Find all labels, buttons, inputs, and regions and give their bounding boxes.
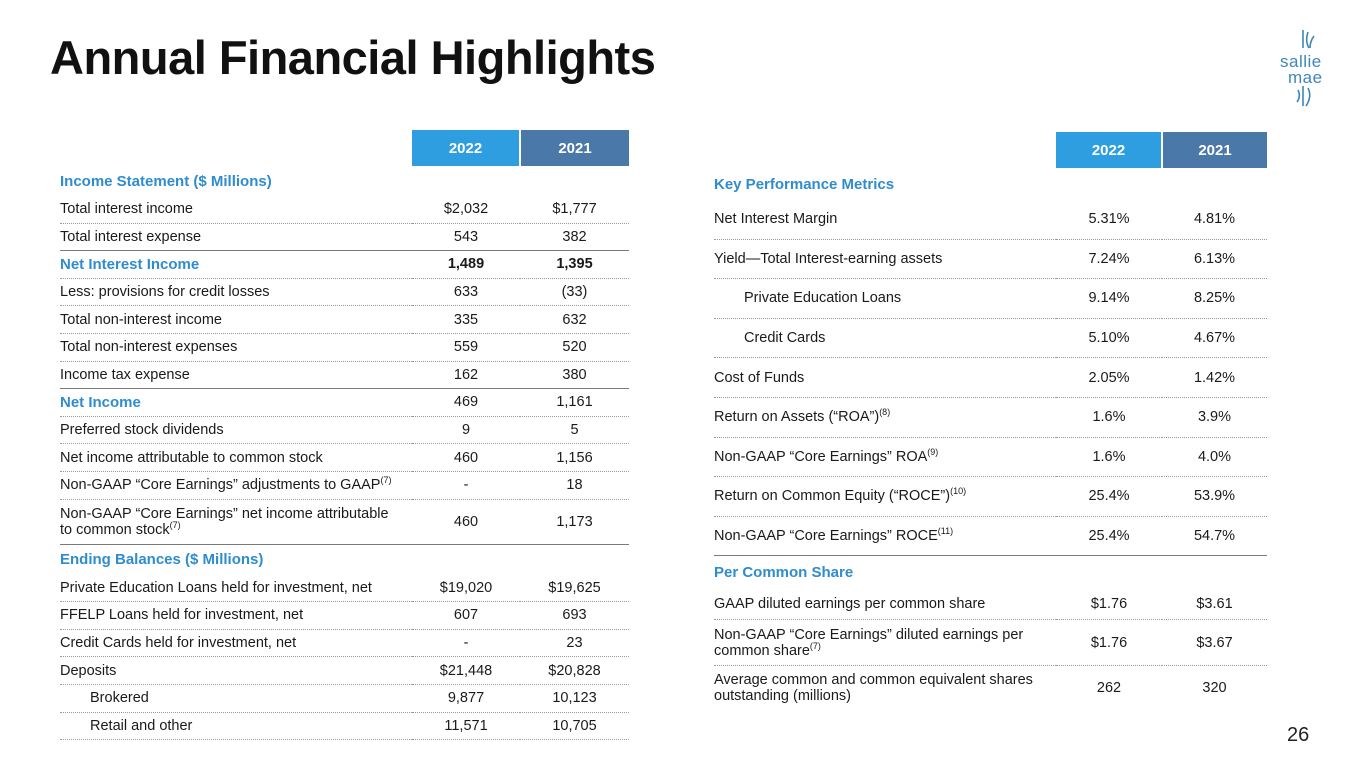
table-row xyxy=(60,278,629,306)
page-title: Annual Financial Highlights xyxy=(50,31,656,84)
value-2022: 1.6% xyxy=(1056,397,1162,437)
row-label: Total interest income xyxy=(60,196,412,223)
value-2022: 1.6% xyxy=(1056,437,1162,477)
table-row xyxy=(714,666,1267,711)
page-number: 26 xyxy=(1287,724,1310,746)
footnote-ref: (7) xyxy=(809,640,821,651)
value-2021: 1,161 xyxy=(520,389,629,417)
table-row xyxy=(60,306,629,334)
table-row xyxy=(714,620,1267,666)
value-2021: 693 xyxy=(520,602,629,630)
row-label: Cost of Funds xyxy=(714,358,1056,398)
table-row xyxy=(714,397,1267,437)
value-2022: 9.14% xyxy=(1056,279,1162,319)
table-row xyxy=(60,251,629,279)
footnote-ref: (9) xyxy=(927,446,939,457)
value-2021: $3.61 xyxy=(1162,588,1267,620)
value-2021: 380 xyxy=(520,361,629,389)
value-2021: 8.25% xyxy=(1162,279,1267,319)
value-2021: 53.9% xyxy=(1162,477,1267,517)
table-row xyxy=(60,333,629,361)
table-row xyxy=(714,239,1267,279)
row-label: Net Interest Income xyxy=(60,251,412,279)
table-row xyxy=(60,499,629,544)
table-row xyxy=(60,575,629,602)
value-2022: $21,448 xyxy=(412,657,520,685)
value-2021: 10,705 xyxy=(520,712,629,740)
table-row xyxy=(60,629,629,657)
value-2021: 54.7% xyxy=(1162,516,1267,556)
row-label: Private Education Loans held for investment, net xyxy=(60,575,412,602)
row-label: Deposits xyxy=(60,657,412,685)
section-heading-per-common-share: Per Common Share xyxy=(714,563,854,581)
table-row xyxy=(60,471,629,499)
value-2021: 520 xyxy=(520,333,629,361)
value-2022: 559 xyxy=(412,333,520,361)
value-2021: 4.81% xyxy=(1162,200,1267,239)
value-2021: 1,173 xyxy=(520,499,629,544)
table-row xyxy=(714,358,1267,398)
value-2022: 460 xyxy=(412,444,520,472)
footnote-ref: (7) xyxy=(169,519,181,530)
value-2022: 460 xyxy=(412,499,520,544)
value-2022: 162 xyxy=(412,361,520,389)
table-row xyxy=(60,361,629,389)
row-label: FFELP Loans held for investment, net xyxy=(60,602,412,630)
value-2021: $19,625 xyxy=(520,575,629,602)
section-heading-key-metrics: Key Performance Metrics xyxy=(714,175,895,193)
table-row xyxy=(714,279,1267,319)
value-2021: 382 xyxy=(520,223,629,251)
row-label: Return on Common Equity (“ROCE”)$^{(10)}$ xyxy=(714,477,1056,517)
row-label: Less: provisions for credit losses xyxy=(60,278,412,306)
row-label: Total interest expense xyxy=(60,223,412,251)
column-header-2021: 2021 xyxy=(1162,132,1267,168)
row-label: Non-GAAP “Core Earnings” ROA$^{(9)}$ xyxy=(714,437,1056,477)
table-row xyxy=(714,200,1267,239)
row-label: Private Education Loans xyxy=(714,279,1056,319)
value-2022: 2.05% xyxy=(1056,358,1162,398)
value-2022: $19,020 xyxy=(412,575,520,602)
row-label: Net Interest Margin xyxy=(714,200,1056,239)
value-2022: 9 xyxy=(412,416,520,444)
row-label: Credit Cards held for investment, net xyxy=(60,629,412,657)
value-2021: 4.67% xyxy=(1162,318,1267,358)
value-2022: 1,489 xyxy=(412,251,520,279)
footnote-ref: (7) xyxy=(380,475,392,486)
row-label: Net Income xyxy=(60,389,412,417)
table-row xyxy=(714,588,1267,620)
value-2022: - xyxy=(412,629,520,657)
value-2021: $3.67 xyxy=(1162,620,1267,666)
value-2022: 25.4% xyxy=(1056,516,1162,556)
row-label: Average common and common equivalent shares outstanding (millions) xyxy=(714,672,1033,705)
row-label: Non-GAAP “Core Earnings” ROCE$^{(11)}$ xyxy=(714,516,1056,556)
logo-text-mae: mae xyxy=(1288,68,1323,87)
table-row xyxy=(714,516,1267,556)
value-2021: 1,156 xyxy=(520,444,629,472)
value-2022: 633 xyxy=(412,278,520,306)
value-2021: $20,828 xyxy=(520,657,629,685)
income-statement-table xyxy=(60,130,629,740)
value-2022: 9,877 xyxy=(412,684,520,712)
value-2021: 18 xyxy=(520,471,629,499)
value-2021: (33) xyxy=(520,278,629,306)
value-2022: 11,571 xyxy=(412,712,520,740)
table-row xyxy=(60,389,629,417)
value-2021: 3.9% xyxy=(1162,397,1267,437)
key-metrics-table xyxy=(714,132,1267,710)
table-row xyxy=(714,477,1267,517)
value-2022: 25.4% xyxy=(1056,477,1162,517)
footnote-ref: (11) xyxy=(937,526,954,537)
section-heading-ending-balances: Ending Balances ($ Millions) xyxy=(60,551,264,569)
sallie-mae-logo xyxy=(1276,28,1336,110)
row-label: Income tax expense xyxy=(60,361,412,389)
value-2022: 543 xyxy=(412,223,520,251)
row-label: Retail and other xyxy=(60,712,412,740)
logo-text-sallie: sallie xyxy=(1280,52,1322,71)
column-header-2021: 2021 xyxy=(520,130,629,166)
row-label: Credit Cards xyxy=(714,318,1056,358)
table-row xyxy=(60,657,629,685)
table-row xyxy=(60,712,629,740)
column-header-2022: 2022 xyxy=(1056,132,1162,168)
row-label: Non-GAAP “Core Earnings” net income attributable to common stock$^{(7)}$ xyxy=(60,499,412,544)
value-2021: 4.0% xyxy=(1162,437,1267,477)
value-2022: - xyxy=(412,471,520,499)
row-label: Yield—Total Interest-earning assets xyxy=(714,239,1056,279)
value-2022: 335 xyxy=(412,306,520,334)
column-header-2022: 2022 xyxy=(412,130,520,166)
row-label: Total non-interest expenses xyxy=(60,333,412,361)
table-row xyxy=(60,416,629,444)
value-2022: 5.31% xyxy=(1056,200,1162,239)
value-2022: $1.76 xyxy=(1056,588,1162,620)
table-row xyxy=(60,684,629,712)
value-2022: 262 xyxy=(1096,680,1122,697)
row-label: Preferred stock dividends xyxy=(60,416,412,444)
value-2022: 469 xyxy=(412,389,520,417)
table-row xyxy=(60,444,629,472)
footnote-ref: (10) xyxy=(950,486,967,497)
value-2022: 7.24% xyxy=(1056,239,1162,279)
table-row xyxy=(60,602,629,630)
value-2021: 23 xyxy=(520,629,629,657)
value-2021: 320 xyxy=(1202,680,1227,697)
value-2021: 10,123 xyxy=(520,684,629,712)
row-label: Non-GAAP “Core Earnings” diluted earnings per common share$^{(7)}$ xyxy=(714,620,1056,666)
row-label: Brokered xyxy=(60,684,412,712)
value-2021: 5 xyxy=(520,416,629,444)
table-row xyxy=(60,223,629,251)
value-2021: 1,395 xyxy=(520,251,629,279)
value-2021: $1,777 xyxy=(520,196,629,223)
value-2021: 6.13% xyxy=(1162,239,1267,279)
row-label: Total non-interest income xyxy=(60,306,412,334)
value-2022: 5.10% xyxy=(1056,318,1162,358)
table-row xyxy=(714,318,1267,358)
value-2022: $2,032 xyxy=(412,196,520,223)
value-2021: 1.42% xyxy=(1162,358,1267,398)
value-2022: 607 xyxy=(412,602,520,630)
value-2022: $1.76 xyxy=(1056,620,1162,666)
section-heading-income-statement: Income Statement ($ Millions) xyxy=(60,172,272,190)
table-row xyxy=(714,437,1267,477)
row-label: GAAP diluted earnings per common share xyxy=(714,588,1056,620)
footnote-ref: (8) xyxy=(879,407,891,418)
row-label: Non-GAAP “Core Earnings” adjustments to GAAP$^{(7)}$ xyxy=(60,471,412,499)
row-label: Net income attributable to common stock xyxy=(60,444,412,472)
value-2021: 632 xyxy=(520,306,629,334)
row-label: Return on Assets (“ROA”)$^{(8)}$ xyxy=(714,397,1056,437)
table-row xyxy=(60,196,629,223)
